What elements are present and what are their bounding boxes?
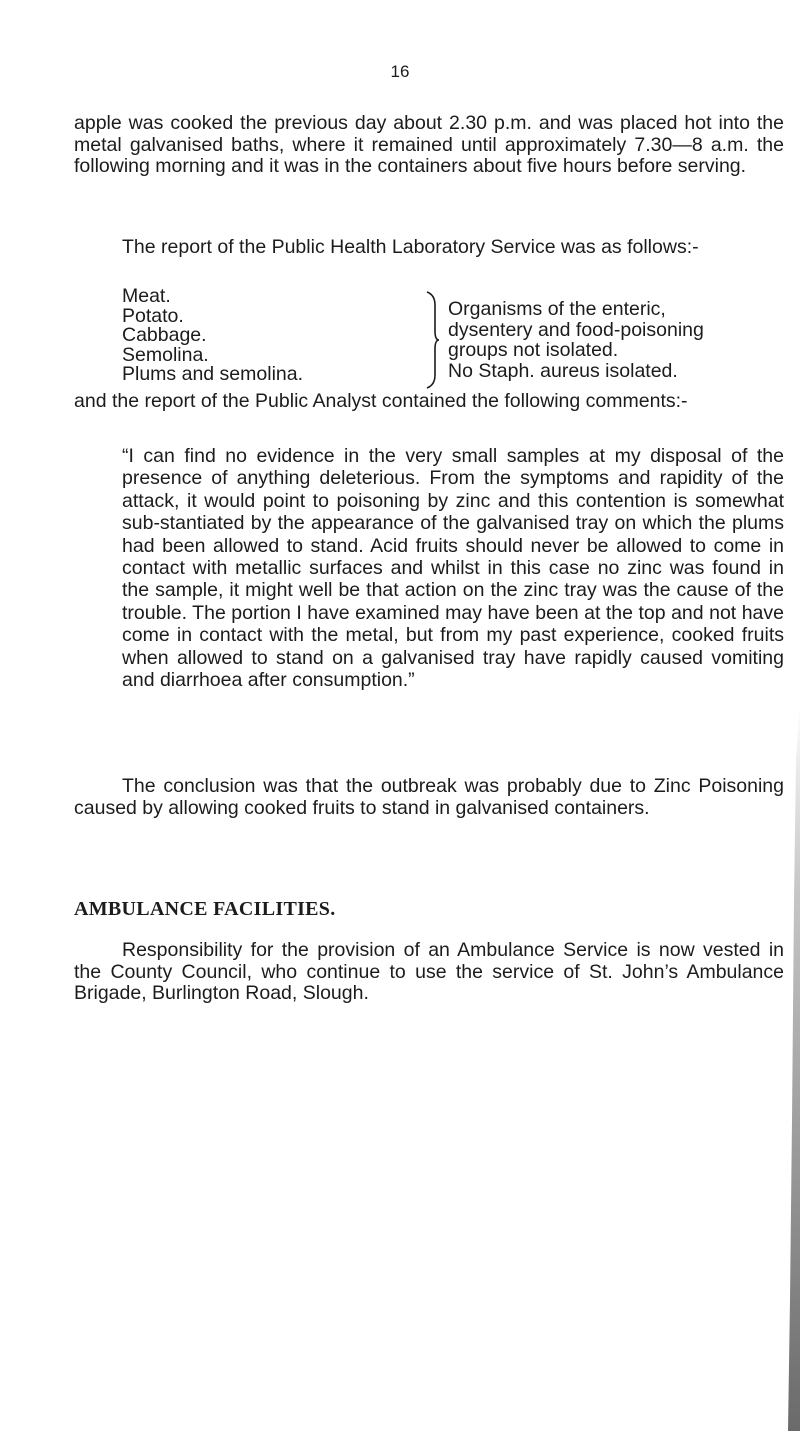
analyst-quote: “I can find no evidence in the very small samples at my disposal of the presence of anything deleterious. From the symptoms and rapidity of the attack, it would point to poisoning by zinc and this contention is somewhat sub-stantiated by the appearance of the galvanised tray on which the plums had been allowed to stand. Acid fruits should never be allowed to come in contact with metallic surfaces and whilst in this case no zinc was found in the sample, it might well be that action on the zinc tray was the cause of the trouble. The portion I have examined may have been at the top and not have come in contact with the metal, but from my past experience, cooked fruits when allowed to stand on a galvanised tray have rapidly caused vomiting and diarrhoea after consumption.”	[122, 445, 784, 692]
lab-result-line: No Staph. aureus isolated.	[448, 359, 678, 382]
lab-results	[448, 299, 792, 381]
lab-result-line: dysentery and food-poisoning	[448, 318, 704, 341]
scan-edge-shadow	[786, 700, 800, 1431]
intro-paragraph: apple was cooked the previous day about 2.30 p.m. and was placed hot into the metal galvanised baths, where it remained until approximately 7.30—8 a.m. the following morning and it was in the containers about five hours before serving.	[74, 112, 784, 177]
page-number: 16	[390, 62, 410, 81]
lab-result-line: Organisms of the enteric,	[448, 298, 666, 320]
brace-icon	[425, 291, 441, 389]
sample-item: Potato.	[122, 304, 184, 327]
lab-result-line: groups not isolated.	[448, 339, 619, 361]
ambulance-paragraph: Responsibility for the provision of an Ambulance Service is now vested in the County Council, who continue to use the service of St. John’s Ambulance Brigade, Burlington Road, Slough.	[74, 939, 784, 1004]
sample-list	[122, 287, 303, 385]
lab-report-intro: The report of the Public Health Laboratory Service was as follows:-	[122, 236, 699, 258]
sample-item: Cabbage.	[122, 324, 207, 346]
sample-item: Semolina.	[122, 343, 209, 366]
sample-item: Plums and semolina.	[122, 363, 304, 385]
sample-results-block	[122, 287, 792, 389]
conclusion-paragraph: The conclusion was that the outbreak was probably due to Zinc Poisoning caused by allowing cooked fruits to stand in galvanised containers.	[74, 775, 784, 819]
sample-item: Meat.	[122, 285, 171, 307]
section-heading: AMBULANCE FACILITIES.	[74, 898, 336, 920]
analyst-intro: and the report of the Public Analyst contained the following comments:-	[74, 390, 688, 412]
